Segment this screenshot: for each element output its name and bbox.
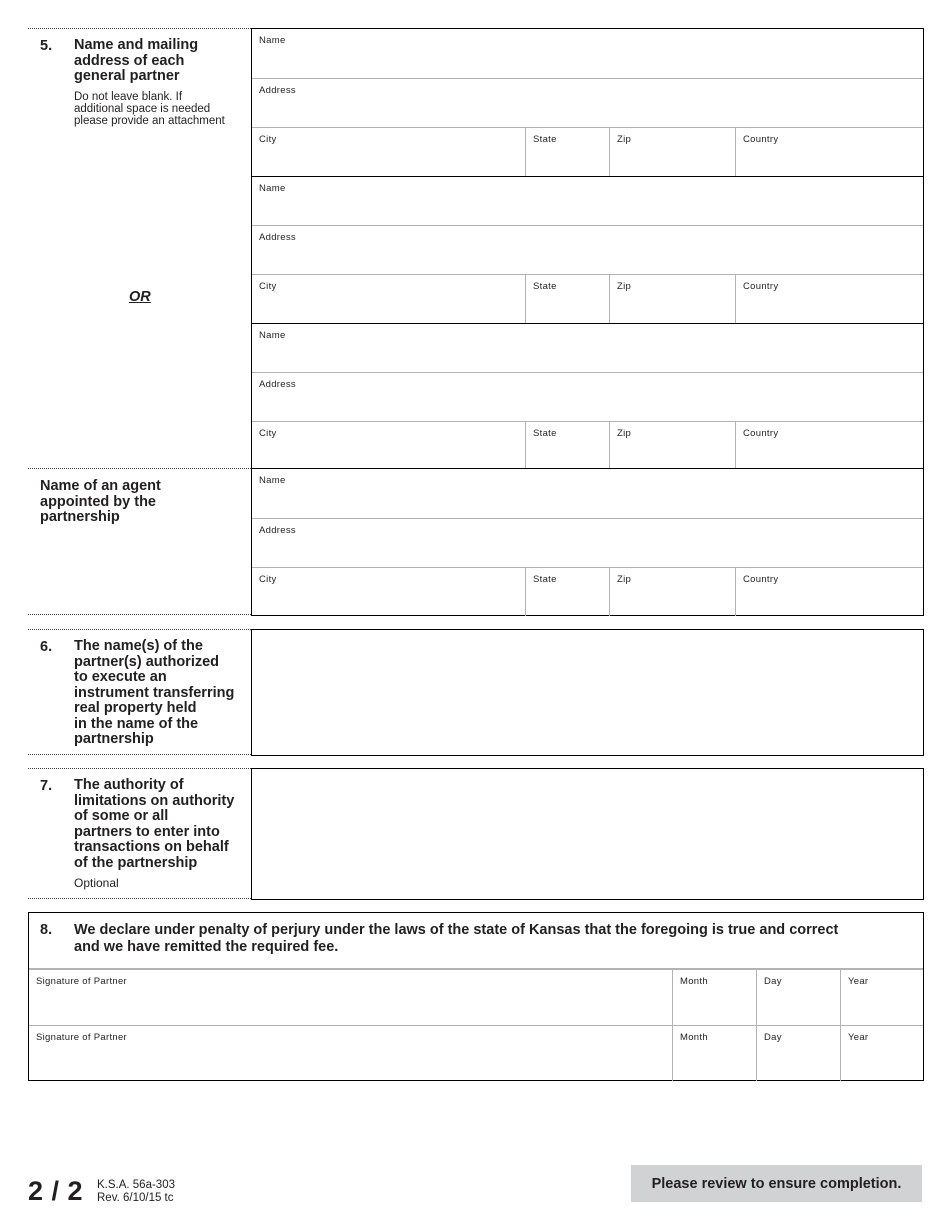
zip-label: Zip: [617, 428, 632, 439]
name-label: Name: [259, 475, 286, 486]
agent-title-line: appointed by the: [40, 493, 156, 510]
section-6-title-line: to execute an: [74, 669, 167, 685]
section-5-note-line: additional space is needed: [74, 103, 211, 115]
section-7-title-line: of the partnership: [74, 854, 198, 871]
partner-3-name-row: [252, 323, 923, 372]
agent-city-cell: [252, 568, 525, 616]
agent-city-field[interactable]: [252, 568, 525, 616]
partner-1-address-row: [252, 78, 923, 127]
agent-name-row: [252, 469, 923, 518]
review-completion-button[interactable]: Please review to ensure completion.: [631, 1165, 922, 1202]
zip-label: Zip: [617, 574, 632, 585]
name-label: Name: [259, 330, 286, 341]
partner-3-country-cell: [735, 422, 923, 470]
partner-3-location-row: [252, 421, 923, 470]
partner-3-name-field[interactable]: [252, 324, 923, 372]
section-6-bottom-divider: [28, 754, 251, 755]
signature-1-day-cell: [756, 970, 840, 1025]
signature-2-month-cell: [672, 1026, 756, 1081]
partner-2-zip-field[interactable]: [610, 275, 735, 323]
signature-2-field[interactable]: [29, 1026, 672, 1081]
partner-1-location-row: [252, 127, 923, 176]
signature-2-day-cell: [756, 1026, 840, 1081]
partner-1-address-cell: [252, 79, 923, 127]
partner-1-city-field[interactable]: [252, 128, 525, 176]
country-label: Country: [743, 428, 779, 439]
section-7-title-line: The authority of: [74, 777, 184, 793]
agent-title-line: Name of an agent: [40, 478, 161, 494]
section-7-title-line: partners to enter into: [74, 823, 220, 840]
partner-3-country-field[interactable]: [736, 422, 923, 470]
section-6-title-line: in the name of the: [74, 715, 199, 732]
page-number: 2 / 2: [28, 1176, 84, 1206]
declaration-box: [28, 912, 924, 1081]
signature-2-day-field[interactable]: [757, 1026, 840, 1081]
day-label: Day: [764, 1032, 782, 1043]
signature-2-month-field[interactable]: [673, 1026, 756, 1081]
general-partners-grid: [251, 28, 924, 469]
signature-1-month-field[interactable]: [673, 970, 756, 1025]
section-6-number: 6.: [40, 639, 53, 655]
partner-3-address-row: [252, 372, 923, 421]
month-label: Month: [680, 1032, 708, 1043]
declaration-header: [29, 913, 923, 969]
section-6-title-line: real property held: [74, 700, 197, 716]
address-label: Address: [259, 525, 296, 536]
partner-3-zip-field[interactable]: [610, 422, 735, 470]
partner-1-zip-cell: [609, 128, 735, 176]
section-5-title-line: Name and mailing: [74, 37, 199, 53]
state-label: State: [533, 428, 557, 439]
partner-2-address-row: [252, 225, 923, 274]
section-7-title: [74, 778, 234, 871]
section-7-bottom-divider: [28, 898, 251, 899]
partner-2-country-cell: [735, 275, 923, 323]
declaration-text: [74, 922, 838, 956]
state-label: State: [533, 574, 557, 585]
state-label: State: [533, 134, 557, 145]
section-5-title: [74, 38, 198, 85]
agent-country-cell: [735, 568, 923, 616]
authorized-partners-field[interactable]: [252, 630, 923, 755]
agent-top-divider: [28, 468, 251, 469]
partner-3-address-field[interactable]: [252, 373, 923, 421]
signature-1-field[interactable]: [29, 970, 672, 1025]
country-label: Country: [743, 574, 779, 585]
partner-3-state-field[interactable]: [526, 422, 609, 470]
agent-address-cell: [252, 519, 923, 567]
agent-state-field[interactable]: [526, 568, 609, 616]
partner-2-location-row: [252, 274, 923, 323]
partner-1-state-field[interactable]: [526, 128, 609, 176]
partner-3-name-cell: [252, 324, 923, 372]
signature-row-1: [29, 969, 923, 1025]
agent-zip-field[interactable]: [610, 568, 735, 616]
name-label: Name: [259, 183, 286, 194]
year-label: Year: [848, 1032, 869, 1043]
year-label: Year: [848, 976, 869, 987]
partner-1-name-cell: [252, 29, 923, 78]
agent-name-cell: [252, 469, 923, 518]
partner-1-name-field[interactable]: [252, 29, 923, 78]
day-label: Day: [764, 976, 782, 987]
partner-2-country-field[interactable]: [736, 275, 923, 323]
partner-3-state-cell: [525, 422, 609, 470]
partner-2-address-field[interactable]: [252, 226, 923, 274]
authorized-partners-box: [251, 629, 924, 756]
signature-2-year-field[interactable]: [841, 1026, 923, 1081]
signature-2-cell: [29, 1026, 672, 1081]
section-5-title-line: general partner: [74, 68, 180, 84]
or-label: OR: [129, 289, 151, 305]
partner-authority-field[interactable]: [252, 769, 923, 899]
partner-1-country-cell: [735, 128, 923, 176]
month-label: Month: [680, 976, 708, 987]
signature-1-year-cell: [840, 970, 923, 1025]
agent-title: [40, 479, 161, 526]
agent-state-cell: [525, 568, 609, 616]
partner-3-city-cell: [252, 422, 525, 470]
section-7-title-line: limitations on authority: [74, 792, 235, 809]
section-5-note: [74, 91, 225, 127]
agent-address-field[interactable]: [252, 519, 923, 567]
state-label: State: [533, 281, 557, 292]
country-label: Country: [743, 134, 779, 145]
declaration-line: and we have remitted the required fee.: [74, 939, 339, 955]
signature-1-cell: [29, 970, 672, 1025]
partner-2-zip-cell: [609, 275, 735, 323]
section-8-number: 8.: [40, 922, 53, 938]
section-5-number: 5.: [40, 38, 53, 54]
form-reference: [97, 1179, 175, 1204]
name-label: Name: [259, 35, 286, 46]
agent-title-line: partnership: [40, 509, 120, 525]
partner-2-name-field[interactable]: [252, 177, 923, 225]
section-5-note-line: please provide an attachment: [74, 115, 225, 127]
partner-3-city-field[interactable]: [252, 422, 525, 470]
address-label: Address: [259, 232, 296, 243]
signature-1-year-field[interactable]: [841, 970, 923, 1025]
city-label: City: [259, 574, 277, 585]
agent-name-field[interactable]: [252, 469, 923, 518]
city-label: City: [259, 428, 277, 439]
partner-2-state-field[interactable]: [526, 275, 609, 323]
partner-1-country-field[interactable]: [736, 128, 923, 176]
signature-1-month-cell: [672, 970, 756, 1025]
partner-3-address-cell: [252, 373, 923, 421]
declaration-line: We declare under penalty of perjury under the laws of the state of Kansas that the foregoing is true and correct: [74, 922, 839, 938]
city-label: City: [259, 134, 277, 145]
section-6-title-line: instrument transferring: [74, 684, 235, 701]
partner-2-state-cell: [525, 275, 609, 323]
agent-address-row: [252, 518, 923, 567]
agent-grid: [251, 468, 924, 616]
partner-3-zip-cell: [609, 422, 735, 470]
signature-row-2: [29, 1025, 923, 1081]
zip-label: Zip: [617, 134, 632, 145]
revision-date: Rev. 6/10/15 tc: [97, 1191, 174, 1204]
agent-bottom-divider: [28, 614, 251, 615]
address-label: Address: [259, 379, 296, 390]
section-7-top-divider: [28, 768, 251, 769]
signature-2-year-cell: [840, 1026, 923, 1081]
section-6-title-line: The name(s) of the: [74, 638, 203, 654]
section-6-top-divider: [28, 629, 251, 630]
agent-zip-cell: [609, 568, 735, 616]
signature-label: Signature of Partner: [36, 1032, 128, 1043]
section-7-optional-note: Optional: [74, 876, 119, 890]
country-label: Country: [743, 281, 779, 292]
partner-authority-box: [251, 768, 924, 900]
agent-country-field[interactable]: [736, 568, 923, 616]
signature-1-day-field[interactable]: [757, 970, 840, 1025]
section-6-title-line: partner(s) authorized: [74, 653, 220, 670]
partner-1-address-field[interactable]: [252, 79, 923, 127]
section-5-title-line: address of each: [74, 52, 185, 69]
section-6-title-line: partnership: [74, 731, 154, 747]
section-5-top-divider: [28, 28, 251, 29]
section-6-title: [74, 639, 234, 748]
partner-2-name-row: [252, 176, 923, 225]
section-7-number: 7.: [40, 778, 53, 794]
section-7-title-line: transactions on behalf: [74, 839, 229, 855]
city-label: City: [259, 281, 277, 292]
section-7-title-line: of some or all: [74, 808, 169, 824]
partner-2-city-field[interactable]: [252, 275, 525, 323]
partner-1-zip-field[interactable]: [610, 128, 735, 176]
partner-1-city-cell: [252, 128, 525, 176]
address-label: Address: [259, 85, 296, 96]
agent-location-row: [252, 567, 923, 616]
partner-2-city-cell: [252, 275, 525, 323]
signature-label: Signature of Partner: [36, 976, 128, 987]
partner-2-address-cell: [252, 226, 923, 274]
partner-1-name-row: [252, 29, 923, 78]
statute-reference: K.S.A. 56a-303: [97, 1179, 175, 1191]
partner-2-name-cell: [252, 177, 923, 225]
section-5-note-line: Do not leave blank. If: [74, 91, 183, 103]
zip-label: Zip: [617, 281, 632, 292]
partner-1-state-cell: [525, 128, 609, 176]
